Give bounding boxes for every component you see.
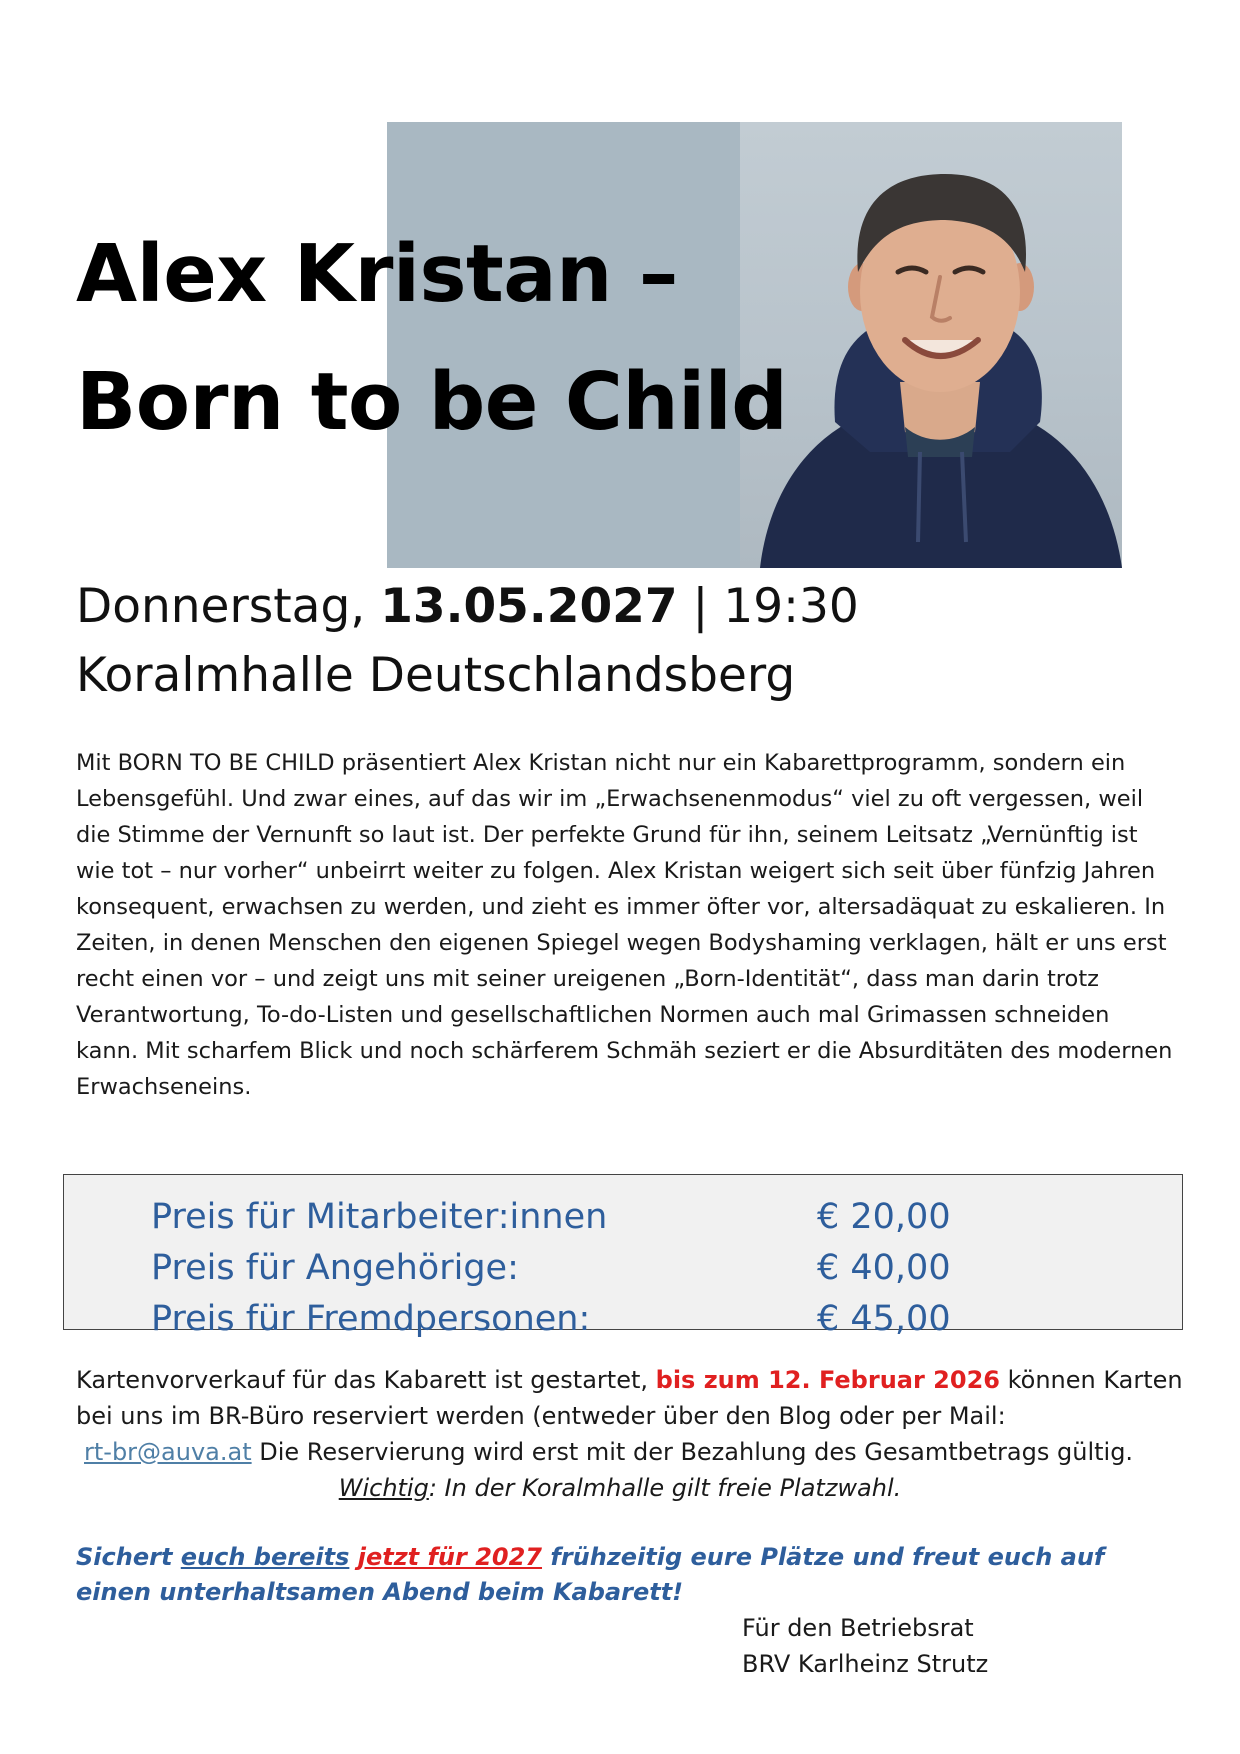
sales-intro: Kartenvorverkauf für das Kabarett ist gestartet, <box>76 1366 656 1394</box>
price-value: € 45,00 <box>817 1299 951 1339</box>
price-label: Preis für Mitarbeiter:innen <box>151 1197 608 1237</box>
closing-part-1: Sichert <box>76 1543 181 1571</box>
signature-line-2: BRV Karlheinz Strutz <box>742 1650 989 1678</box>
email-link[interactable]: rt-br@auva.at <box>84 1438 252 1466</box>
event-date: 13.05.2027 <box>380 579 678 634</box>
sales-outro: Die Reservierung wird erst mit der Bezahlung des Gesamtbetrags gültig. <box>251 1438 1134 1466</box>
important-text: : In der Koralmhalle gilt freie Platzwahl. <box>428 1474 902 1502</box>
important-note <box>0 1470 1240 1506</box>
event-title <box>76 210 787 466</box>
price-label: Preis für Fremdpersonen: <box>151 1299 591 1339</box>
event-description: Mit BORN TO BE CHILD präsentiert Alex Kristan nicht nur ein Kabarettprogramm, sondern ein Lebensgefühl. Und zwar eines, auf das wir im „Erwachsenenmodus“ viel zu oft vergessen, weil die Stimme der Vernunft so laut ist. Der perfekte Grund für ihn, seinem Leitsatz „Vernünftig ist wie tot – nur vorher“ unbeirrt weiter zu folgen. Alex Kristan weigert sich seit über fünfzig Jahren konsequent, erwachsen zu werden, und zieht es immer öfter vor, altersadäquat zu eskalieren. In Zeiten, in denen Menschen den eigenen Spiegel wegen Bodyshaming verklagen, hält er uns erst recht einen vor – und zeigt uns mit seiner ureigenen „Born-Identität“, dass man darin trotz Verantwortung, To-do-Listen und gesellschaftlichen Normen auch mal Grimassen schneiden kann. Mit scharfem Blick und noch schärferem Schmäh seziert er die Absurditäten des modernen Erwachseneins. <box>76 750 1173 1100</box>
ticket-sales-info <box>76 1362 1186 1470</box>
event-time: 19:30 <box>723 579 859 634</box>
sales-middle: können Karten bei uns im BR-Büro reserviert werden (entweder über den Blog oder per Mail: <box>76 1366 1183 1430</box>
sales-deadline: bis zum 12. Februar 2026 <box>655 1366 1000 1394</box>
signature-line-1: Für den Betriebsrat <box>742 1614 974 1642</box>
title-line-1: Alex Kristan – <box>76 228 678 320</box>
price-value: € 40,00 <box>817 1248 951 1288</box>
closing-part-2: euch bereits <box>180 1543 350 1571</box>
price-label: Preis für Angehörige: <box>151 1248 519 1288</box>
signature-block <box>742 1610 988 1682</box>
price-table <box>63 1174 1183 1339</box>
portrait-photo <box>740 122 1122 568</box>
important-label: Wichtig <box>338 1474 429 1502</box>
title-line-2: Born to be Child <box>76 356 788 448</box>
event-date-line <box>76 576 859 638</box>
event-venue: Koralmhalle Deutschlandsberg <box>76 648 796 703</box>
closing-part-3 <box>349 1543 357 1571</box>
price-row-external <box>151 1293 1051 1345</box>
price-value: € 20,00 <box>817 1197 951 1237</box>
closing-part-5: frühzeitig eure Plätze und freut euch auf einen unterhaltsamen Abend beim Kabarett! <box>76 1543 1105 1606</box>
price-row-relatives <box>151 1242 1051 1294</box>
closing-part-4: jetzt für 2027 <box>357 1543 543 1571</box>
closing-call-to-action <box>76 1540 1186 1610</box>
date-separator: | <box>692 579 709 634</box>
event-weekday: Donnerstag, <box>76 579 366 634</box>
price-row-employees <box>151 1191 1051 1243</box>
portrait-illustration <box>740 122 1122 568</box>
